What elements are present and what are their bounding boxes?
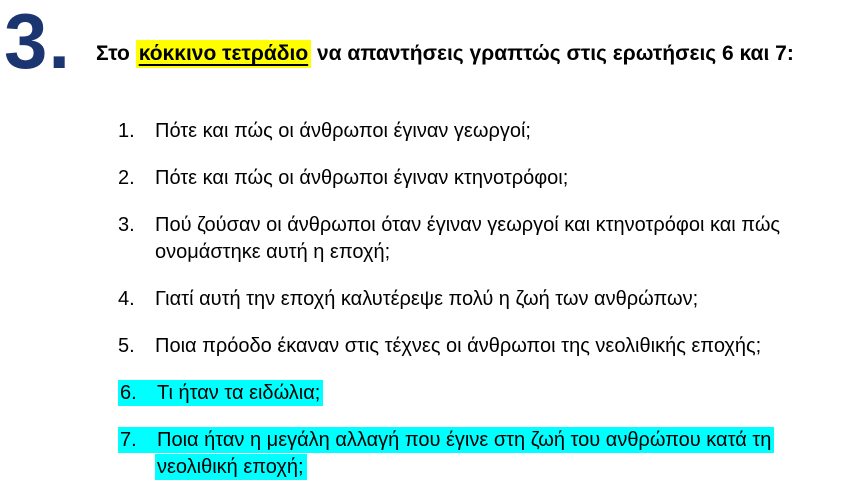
question-item-2 xyxy=(118,165,832,192)
instruction-highlighted-phrase: κόκκινο τετράδιο xyxy=(136,40,311,68)
question-list xyxy=(118,118,832,501)
instruction-prefix: Στο xyxy=(96,42,136,65)
question-item-3 xyxy=(118,212,832,266)
question-number: 3. xyxy=(118,214,135,236)
question-item-5 xyxy=(118,333,832,360)
instruction-heading xyxy=(96,42,794,66)
question-number: 1. xyxy=(118,120,135,142)
question-item-6 xyxy=(118,380,832,407)
question-text: Πότε και πώς οι άνθρωποι έγιναν γεωργοί; xyxy=(155,120,531,142)
question-number: 6. xyxy=(120,382,137,404)
question-text: Ποια ήταν η μεγάλη αλλαγή που έγινε στη ζωή του ανθρώπου κατά τη νεολιθική εποχή; xyxy=(157,429,772,478)
question-number: 4. xyxy=(118,288,135,310)
question-number: 2. xyxy=(118,167,135,189)
question-text: Πού ζούσαν οι άνθρωποι όταν έγιναν γεωργοί και κτηνοτρόφοι και πώς ονομάστηκε αυτή η εποχή; xyxy=(155,214,781,263)
question-text: Ποια πρόοδο έκαναν στις τέχνες οι άνθρωποι της νεολιθικής εποχής; xyxy=(155,335,762,357)
section-number: 3. xyxy=(4,0,72,85)
instruction-suffix: να απαντήσεις γραπτώς στις ερωτήσεις 6 και 7: xyxy=(311,42,794,65)
question-text: Τι ήταν τα ειδώλια; xyxy=(157,382,321,404)
question-item-4 xyxy=(118,286,832,313)
question-number: 5. xyxy=(118,335,135,357)
question-text: Πότε και πώς οι άνθρωποι έγιναν κτηνοτρόφοι; xyxy=(155,167,569,189)
question-item-7 xyxy=(118,427,832,481)
question-text: Γιατί αυτή την εποχή καλυτέρεψε πολύ η ζωή των ανθρώπων; xyxy=(155,288,699,310)
question-number: 7. xyxy=(120,429,137,451)
question-item-1 xyxy=(118,118,832,145)
